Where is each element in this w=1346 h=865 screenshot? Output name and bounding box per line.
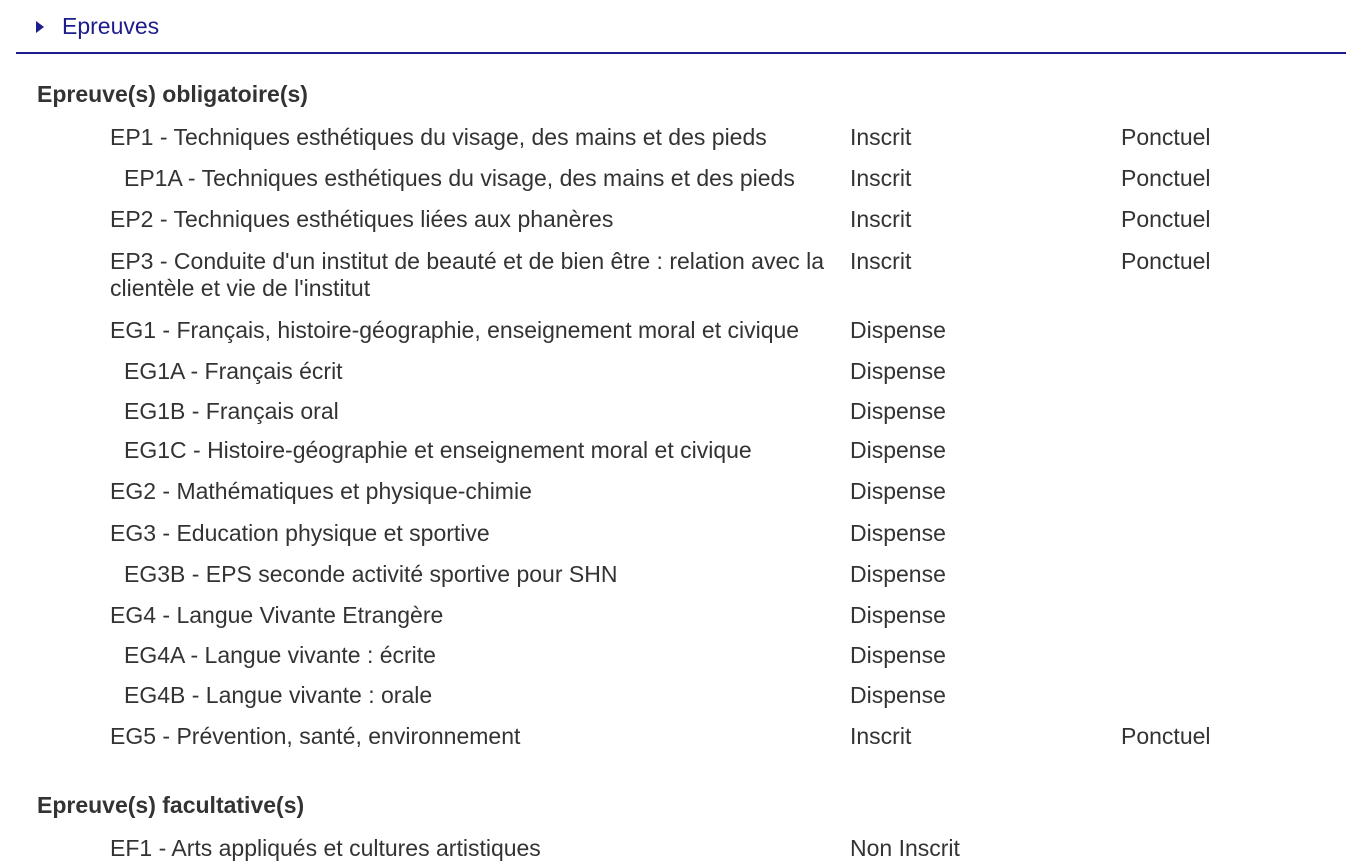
exam-name: EP2 - Techniques esthétiques liées aux phanères [110, 206, 614, 232]
exam-status: Dispense [850, 398, 946, 424]
exam-status: Dispense [850, 642, 946, 668]
exam-status: Dispense [850, 561, 946, 587]
exam-mode: Ponctuel [1121, 723, 1211, 749]
exam-name: EG4B - Langue vivante : orale [124, 682, 433, 708]
exam-status: Non Inscrit [850, 835, 960, 861]
exam-status: Dispense [850, 358, 946, 384]
exam-status: Dispense [850, 317, 946, 343]
exam-status: Inscrit [850, 124, 912, 150]
optional-group-title: Epreuve(s) facultative(s) [37, 792, 305, 818]
exam-status: Dispense [850, 520, 946, 546]
exam-status: Dispense [850, 437, 946, 463]
exam-mode: Ponctuel [1121, 165, 1211, 191]
exams-section-toggle[interactable] [36, 12, 159, 40]
exam-name: EF1 - Arts appliqués et cultures artistiques [110, 835, 541, 861]
exams-section-header [0, 0, 1346, 53]
exam-name: EG3 - Education physique et sportive [110, 520, 490, 546]
exam-name: EG1A - Français écrit [124, 358, 343, 384]
section-title[interactable]: Epreuves [62, 12, 160, 39]
exam-name: EG5 - Prévention, santé, environnement [110, 723, 521, 749]
exam-name: EG3B - EPS seconde activité sportive pour SHN [124, 561, 618, 587]
exam-name: EP1A - Techniques esthétiques du visage, des mains et des pieds [124, 165, 795, 191]
exam-name: EG1C - Histoire-géographie et enseignement moral et civique [124, 437, 752, 463]
exam-status: Inscrit [850, 248, 912, 274]
exam-name: EG1B - Français oral [124, 398, 339, 424]
exam-status: Dispense [850, 478, 946, 504]
exam-status: Inscrit [850, 206, 912, 232]
exam-name: EG4A - Langue vivante : écrite [124, 642, 436, 668]
caret-right-icon[interactable] [36, 21, 44, 33]
exam-name: EG2 - Mathématiques et physique-chimie [110, 478, 532, 504]
exam-name: EG1 - Français, histoire-géographie, enseignement moral et civique [110, 317, 800, 343]
exam-name: EP3 - Conduite d'un institut de beauté et de bien être : relation avec la clientèle et vie de l'institut [110, 248, 825, 301]
exam-status: Inscrit [850, 165, 912, 191]
section-divider [16, 52, 1346, 54]
exam-mode: Ponctuel [1121, 248, 1211, 274]
exam-status: Dispense [850, 682, 946, 708]
exam-mode: Ponctuel [1121, 124, 1211, 150]
exam-status: Dispense [850, 602, 946, 628]
exam-mode: Ponctuel [1121, 206, 1211, 232]
mandatory-group-title: Epreuve(s) obligatoire(s) [37, 81, 308, 107]
exam-status: Inscrit [850, 723, 912, 749]
exam-name: EG4 - Langue Vivante Etrangère [110, 602, 444, 628]
exam-name: EP1 - Techniques esthétiques du visage, des mains et des pieds [110, 124, 767, 150]
